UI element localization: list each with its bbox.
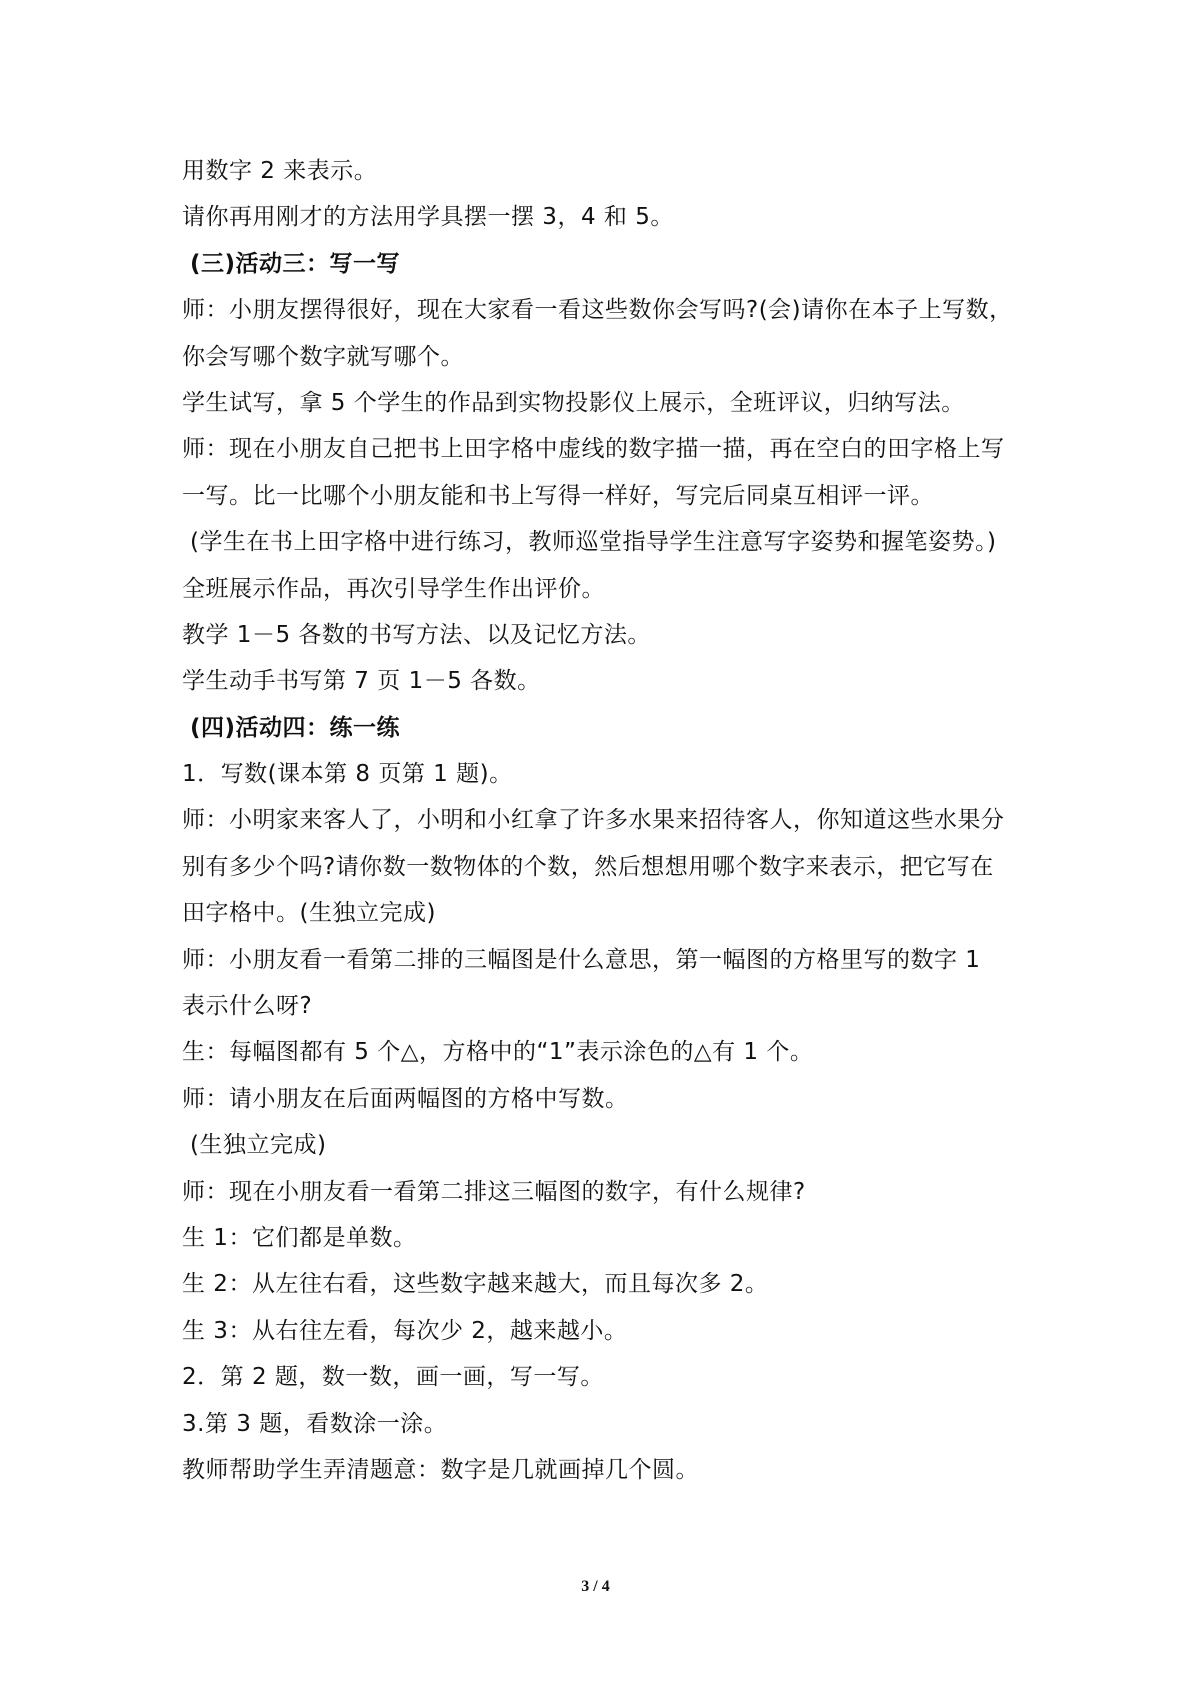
paragraph-line: 学生动手书写第 7 页 1－5 各数。 xyxy=(182,668,541,695)
paragraph-line: 师：小明家来客人了，小明和小红拿了许多水果来招待客人，你知道这些水果分 xyxy=(182,807,1005,834)
paragraph-line: 2．第 2 题，数一数，画一画，写一写。 xyxy=(182,1364,604,1391)
paragraph-line: 教学 1－5 各数的书写方法、以及记忆方法。 xyxy=(182,621,651,648)
paragraph-line: 请你再用刚才的方法用学具摆一摆 3，4 和 5。 xyxy=(182,204,674,231)
section-heading-activity-3: (三)活动三：写一写 xyxy=(190,250,401,277)
paragraph-line: 田字格中。(生独立完成) xyxy=(182,900,436,927)
paragraph-line: (生独立完成) xyxy=(190,1132,327,1159)
paragraph-line: 教师帮助学生弄清题意：数字是几就画掉几个圆。 xyxy=(182,1456,699,1483)
paragraph-line: (学生在书上田字格中进行练习，教师巡堂指导学生注意写字姿势和握笔姿势。) xyxy=(190,529,997,556)
paragraph-line: 师：小朋友看一看第二排的三幅图是什么意思，第一幅图的方格里写的数字 1 xyxy=(182,946,981,973)
document-body xyxy=(182,148,1022,1493)
paragraph-line: 生 3：从右往左看，每次少 2，越来越小。 xyxy=(182,1317,628,1344)
paragraph-line: 师：现在小朋友看一看第二排这三幅图的数字，有什么规律? xyxy=(182,1178,806,1205)
section-heading-activity-4: (四)活动四：练一练 xyxy=(190,714,401,741)
paragraph-line: 师：请小朋友在后面两幅图的方格中写数。 xyxy=(182,1085,629,1112)
paragraph-line: 你会写哪个数字就写哪个。 xyxy=(182,343,464,370)
paragraph-line: 全班展示作品，再次引导学生作出评价。 xyxy=(182,575,605,602)
paragraph-line: 师：小朋友摆得很好，现在大家看一看这些数你会写吗?(会)请你在本子上写数， xyxy=(182,297,1013,324)
page-number: 3 / 4 xyxy=(581,1578,610,1595)
paragraph-line: 别有多少个吗?请你数一数物体的个数，然后想想用哪个数字来表示，把它写在 xyxy=(182,853,994,880)
paragraph-line: 生 1：它们都是单数。 xyxy=(182,1224,417,1251)
paragraph-line: 生：每幅图都有 5 个△，方格中的“1”表示涂色的△有 1 个。 xyxy=(182,1039,814,1066)
paragraph-line: 师：现在小朋友自己把书上田字格中虚线的数字描一描，再在空白的田字格上写 xyxy=(182,436,1005,463)
paragraph-line: 3.第 3 题，看数涂一涂。 xyxy=(182,1410,448,1437)
paragraph-line: 生 2：从左往右看，这些数字越来越大，而且每次多 2。 xyxy=(182,1271,769,1298)
paragraph-line: 1．写数(课本第 8 页第 1 题)。 xyxy=(182,761,513,788)
paragraph-line: 学生试写，拿 5 个学生的作品到实物投影仪上展示，全班评议，归纳写法。 xyxy=(182,389,965,416)
paragraph-line: 用数字 2 来表示。 xyxy=(182,158,378,184)
paragraph-line: 表示什么呀? xyxy=(182,993,313,1020)
paragraph-line: 一写。比一比哪个小朋友能和书上写得一样好，写完后同桌互相评一评。 xyxy=(182,482,934,509)
